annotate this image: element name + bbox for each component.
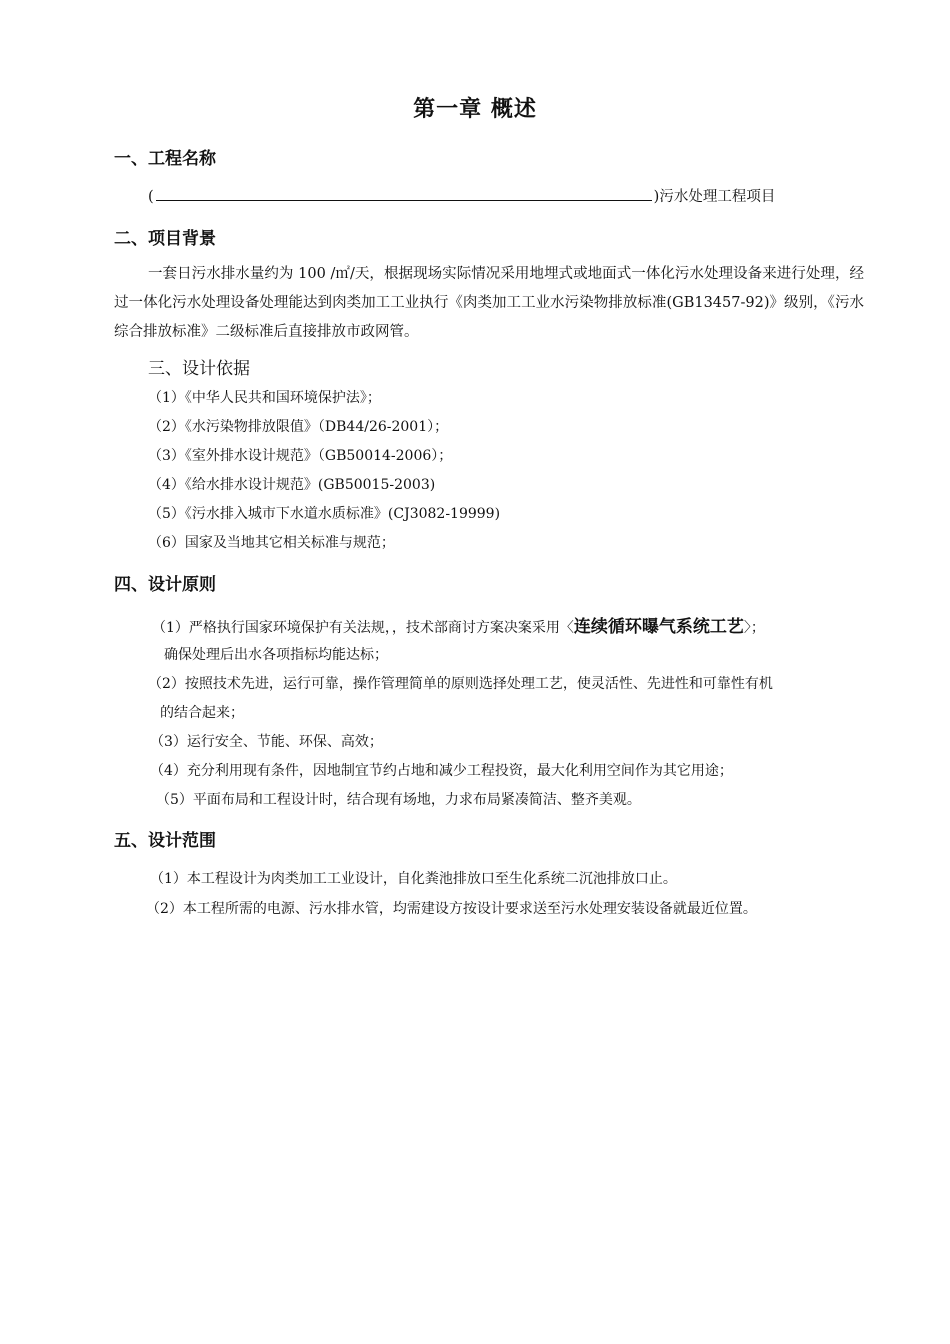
basis-item: （6）国家及当地其它相关标准与规范； bbox=[148, 535, 395, 551]
principle-item-2: （2）按照技术先进，运行可靠，操作管理简单的原则选择处理工艺，使灵活性、先进性和可靠性有机 bbox=[148, 676, 773, 692]
principle-item-1-line2: 确保处理后出水各项指标均能达标； bbox=[164, 647, 388, 663]
project-name-line bbox=[148, 185, 775, 206]
principle-1-suffix: 〉； bbox=[743, 620, 765, 636]
scope-item: （1）本工程设计为肉类加工工业设计，自化粪池排放口至生化系统二沉池排放口止。 bbox=[150, 871, 677, 887]
section-heading-background: 二、项目背景 bbox=[114, 229, 216, 249]
principle-item-4: （4）充分利用现有条件，因地制宜节约占地和减少工程投资，最大化利用空间作为其它用途； bbox=[150, 763, 733, 779]
project-name-blank bbox=[156, 186, 652, 201]
section-heading-design-basis: 三、设计依据 bbox=[148, 359, 250, 379]
principle-item-3: （3）运行安全、节能、环保、高效； bbox=[150, 734, 383, 750]
basis-item: （2）《水污染物排放限值》（DB44/26-2001）； bbox=[148, 419, 449, 435]
scope-item: （2）本工程所需的电源、污水排水管，均需建设方按设计要求送至污水处理安装设备就最近位置。 bbox=[146, 901, 757, 917]
background-paragraph: 一套日污水排水量约为 100 /㎡/天，根据现场实际情况采用地埋式或地面式一体化污水处理设备来进行处理，经过一体化污水处理设备处理能达到肉类加工工业执行《肉类加工工业水污染物排放标准(GB13457-92)》级别，《污水综合排放标准》二级标准后直接排放市政网管。 bbox=[114, 266, 864, 340]
principle-item-5: （5）平面布局和工程设计时，结合现有场地，力求布局紧凑简洁、整齐美观。 bbox=[156, 792, 641, 808]
principle-item-2-line2: 的结合起来； bbox=[160, 705, 244, 721]
project-name-suffix: )污水处理工程项目 bbox=[653, 189, 776, 205]
section-heading-project-name: 一、工程名称 bbox=[114, 149, 216, 169]
principle-item-1 bbox=[152, 612, 765, 637]
principle-1-emphasis: 连续循环曝气系统工艺 bbox=[573, 617, 744, 637]
section-heading-design-principles: 四、设计原则 bbox=[114, 575, 216, 595]
basis-item: （4）《给水排水设计规范》(GB50015-2003) bbox=[148, 477, 436, 493]
chapter-title: 第一章 概述 bbox=[413, 97, 537, 122]
open-paren: ( bbox=[148, 189, 154, 205]
section-heading-design-scope: 五、设计范围 bbox=[114, 831, 216, 851]
principle-1-prefix: （1）严格执行国家环境保护有关法规，，技术部商讨方案决案采用〈 bbox=[152, 620, 574, 636]
basis-item: （5）《污水排入城市下水道水质标准》(CJ3082-19999) bbox=[148, 506, 501, 522]
basis-item: （3）《室外排水设计规范》（GB50014-2006）； bbox=[148, 448, 453, 464]
basis-item: （1）《中华人民共和国环境保护法》； bbox=[148, 390, 381, 406]
